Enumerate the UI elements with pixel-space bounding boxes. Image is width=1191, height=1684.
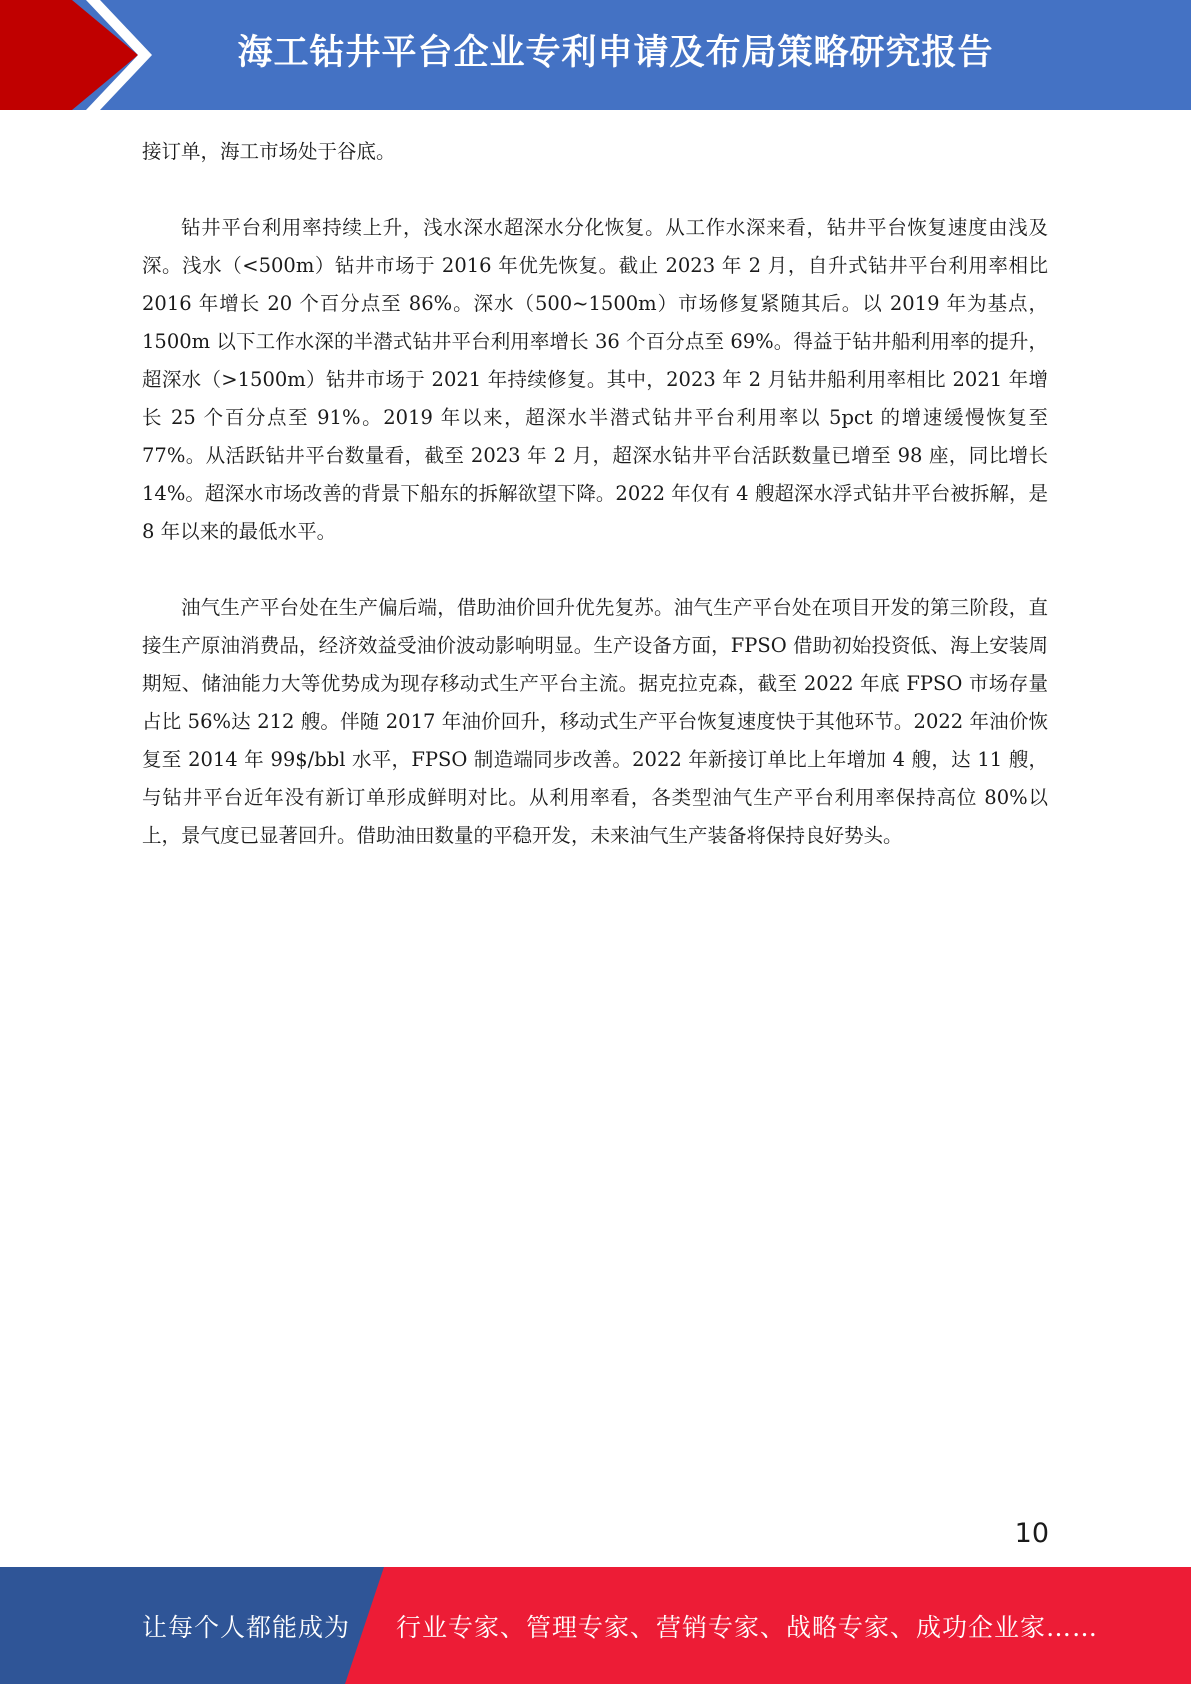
footer-slogan-left: 让每个人都能成为 bbox=[142, 1613, 351, 1642]
page-number: 10 bbox=[1014, 1518, 1049, 1549]
page-header bbox=[0, 0, 1191, 110]
paragraph-drilling-platform: 钻井平台利用率持续上升，浅水深水超深水分化恢复。从工作水深来看，钻井平台恢复速度由浅及深。浅水（<500m）钻井市场于 2016 年优先恢复。截止 2023 年 2 月，自升式钻井平台利用率相比 2016 年增长 20 个百分点至 86%。深水（500~1500m）市场修复紧随其后。以 2019 年为基点，1500m 以下工作水深的半潜式钻井平台利用率增长 36 个百分点至 69%。得益于钻井船利用率的提升，超深水（>1500m）钻井市场于 2021 年持续修复。其中，2023 年 2 月钻井船利用率相比 2021 年增长 25 个百分点至 91%。2019 年以来，超深水半潜式钻井平台利用率以 5pct 的增速缓慢恢复至 77%。从活跃钻井平台数量看，截至 2023 年 2 月，超深水钻井平台活跃数量已增至 98 座，同比增长 14%。超深水市场改善的背景下船东的拆解欲望下降。2022 年仅有 4 艘超深水浮式钻井平台被拆解，是 8 年以来的最低水平。 bbox=[142, 216, 1048, 543]
report-title: 海工钻井平台企业专利申请及布局策略研究报告 bbox=[237, 33, 994, 73]
footer-slogan-right: 行业专家、管理专家、营销专家、战略专家、成功企业家…… bbox=[396, 1613, 1099, 1642]
paragraph-continuation: 接订单，海工市场处于谷底。 bbox=[142, 140, 396, 163]
paragraph-production-platform: 油气生产平台处在生产偏后端，借助油价回升优先复苏。油气生产平台处在项目开发的第三阶段，直接生产原油消费品，经济效益受油价波动影响明显。生产设备方面，FPSO 借助初始投资低、海上安装周期短、储油能力大等优势成为现存移动式生产平台主流。据克拉克森，截至 2022 年底 FPSO 市场存量占比 56%达 212 艘。伴随 2017 年油价回升，移动式生产平台恢复速度快于其他环节。2022 年油价恢复至 2014 年 99$/bbl 水平，FPSO 制造端同步改善。2022 年新接订单比上年增加 4 艘，达 11 艘，与钻井平台近年没有新订单形成鲜明对比。从利用率看，各类型油气生产平台利用率保持高位 80%以上，景气度已显著回升。借助油田数量的平稳开发，未来油气生产装备将保持良好势头。 bbox=[142, 596, 1048, 847]
document-body bbox=[142, 133, 1048, 893]
page-footer bbox=[0, 1567, 1191, 1684]
